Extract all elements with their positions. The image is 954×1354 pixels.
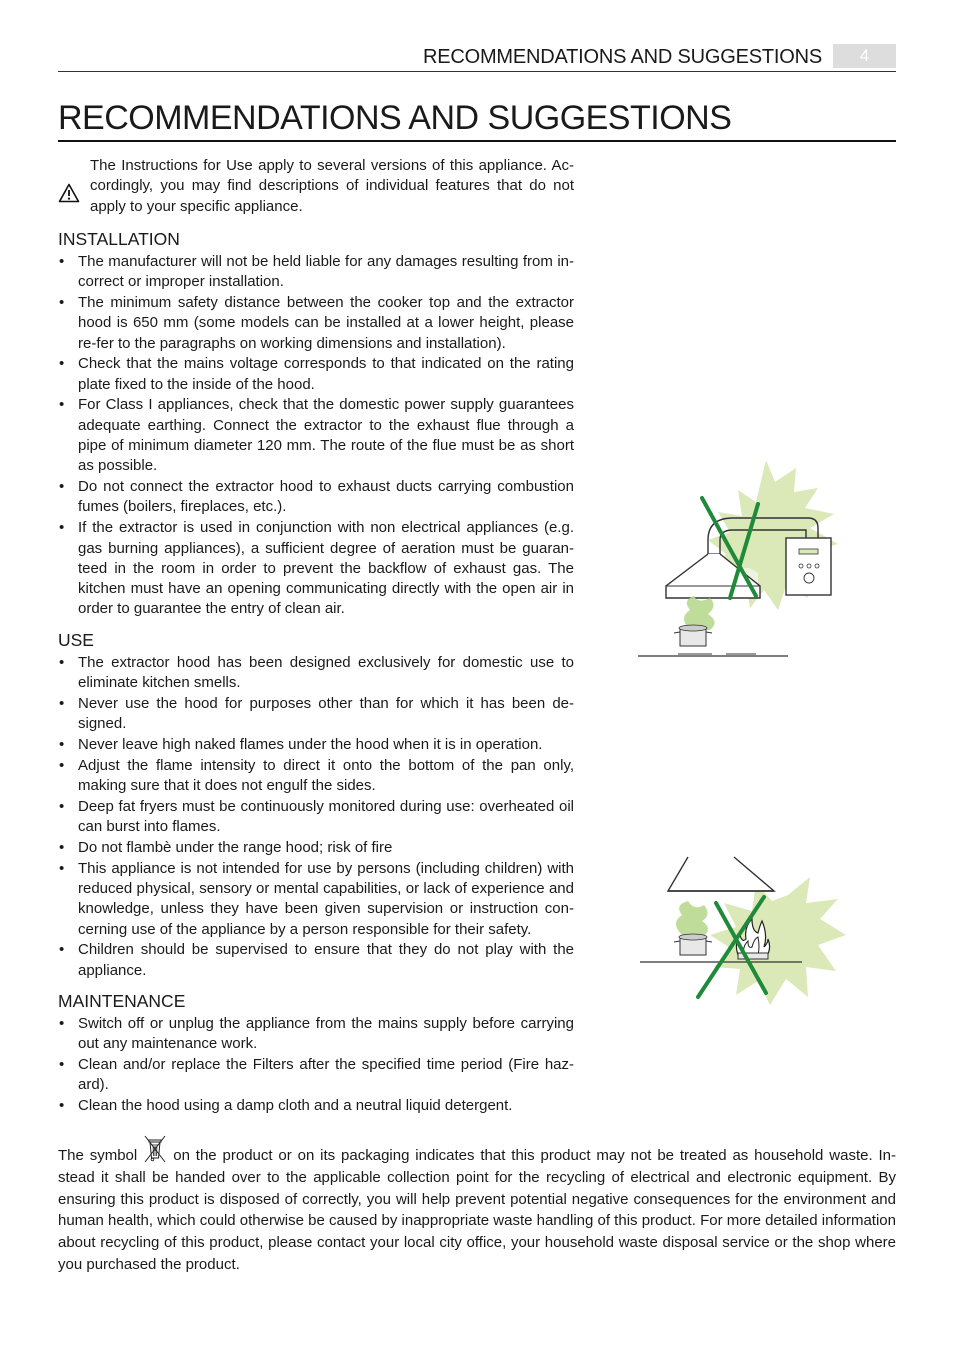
installation-list (58, 252, 574, 620)
main-column (58, 156, 574, 1117)
disposal-text-before: The symbol (58, 1147, 138, 1164)
list-item: • The minimum safety distance between the cooker top and the extractor hood is 650 mm (some models can be installed at a lower height, please re-fer to the paragraphs on working dimensions and installation). (58, 293, 574, 354)
list-item: • Children should be supervised to ensure that they do not play with the appliance. (58, 940, 574, 981)
list-item: • The manufacturer will not be held liable for any damages resulting from in-correct or improper installation. (58, 252, 574, 293)
installation-heading: INSTALLATION (58, 228, 180, 249)
hood-duct-warning-illustration (638, 458, 848, 663)
list-item: • Never leave high naked flames under the hood when it is in operation. (58, 735, 574, 755)
disposal-text-after: on the product or on its packaging indicates that this product may not be treated as household waste. In-stead it shall be handed over to the applicable collection point for the recycling of electrical and electronic equipment. By ensuring this product is disposed of correctly, you will help prevent potential negative consequences for the environment and human health, which could otherwise be caused by inappropriate waste handling of this product. For more detailed information about recycling of this product, please contact your local city office, your household waste disposal service or the shop where you purchased the product. (58, 1147, 896, 1273)
list-item: • Check that the mains voltage corresponds to that indicated on the rating plate fixed to the inside of the hood. (58, 354, 574, 395)
warning-triangle-icon (58, 183, 80, 203)
page-title: RECOMMENDATIONS AND SUGGESTIONS (58, 98, 896, 142)
maintenance-heading: MAINTENANCE (58, 990, 186, 1011)
list-item: • If the extractor is used in conjunction with non electrical appliances (e.g. gas burning appliances), a sufficient degree of aeration must be guaran-teed in the room in order to prevent the backflow of exhaust gas. The kitchen must have an opening communicating directly with the open air in order to guarantee the entry of clean air. (58, 518, 574, 619)
list-item: • Do not flambè under the range hood; risk of fire (58, 838, 574, 858)
list-item: • Do not connect the extractor hood to exhaust ducts carrying combustion fumes (boilers, fireplaces, etc.). (58, 477, 574, 518)
warning-note-text: The Instructions for Use apply to several versions of this appliance. Ac-cordingly, you may find descriptions of individual features that do not apply to your specific appliance. (90, 157, 574, 215)
flambe-warning-illustration (640, 855, 850, 1005)
list-item: • The extractor hood has been designed exclusively for domestic use to eliminate kitchen smells. (58, 653, 574, 694)
page-header (58, 44, 896, 72)
installation-section (58, 229, 574, 620)
maintenance-list (58, 1014, 574, 1116)
use-section (58, 630, 574, 981)
disposal-paragraph (58, 1134, 896, 1276)
maintenance-section (58, 991, 574, 1116)
list-item: • For Class I appliances, check that the domestic power supply guarantees adequate earthing. Connect the extractor to the exhaust flue through a pipe of minimum diameter 120 mm. The route of the flue must be as short as possible. (58, 395, 574, 476)
use-list (58, 653, 574, 981)
list-item: • This appliance is not intended for use by persons (including children) with reduced physical, sensory or mental capabilities, or lack of experience and knowledge, unless they have been given supervision or instruction con-cerning use of the appliance by a person responsible for their safety. (58, 859, 574, 940)
crossed-out-bin-icon (141, 1134, 169, 1164)
list-item: • Deep fat fryers must be continuously monitored during use: overheated oil can burst into flames. (58, 797, 574, 838)
use-heading: USE (58, 629, 94, 650)
page-number: 4 (833, 44, 896, 68)
list-item: • Clean and/or replace the Filters after the specified time period (Fire haz-ard). (58, 1055, 574, 1096)
list-item: • Clean the hood using a damp cloth and a neutral liquid detergent. (58, 1096, 574, 1116)
warning-note (58, 156, 574, 217)
header-title: RECOMMENDATIONS AND SUGGESTIONS (422, 46, 822, 68)
list-item: • Never use the hood for purposes other than for which it has been de-signed. (58, 694, 574, 735)
list-item: • Adjust the flame intensity to direct it onto the bottom of the pan only, making sure that it does not engulf the sides. (58, 756, 574, 797)
list-item: • Switch off or unplug the appliance from the mains supply before carrying out any maintenance work. (58, 1014, 574, 1055)
